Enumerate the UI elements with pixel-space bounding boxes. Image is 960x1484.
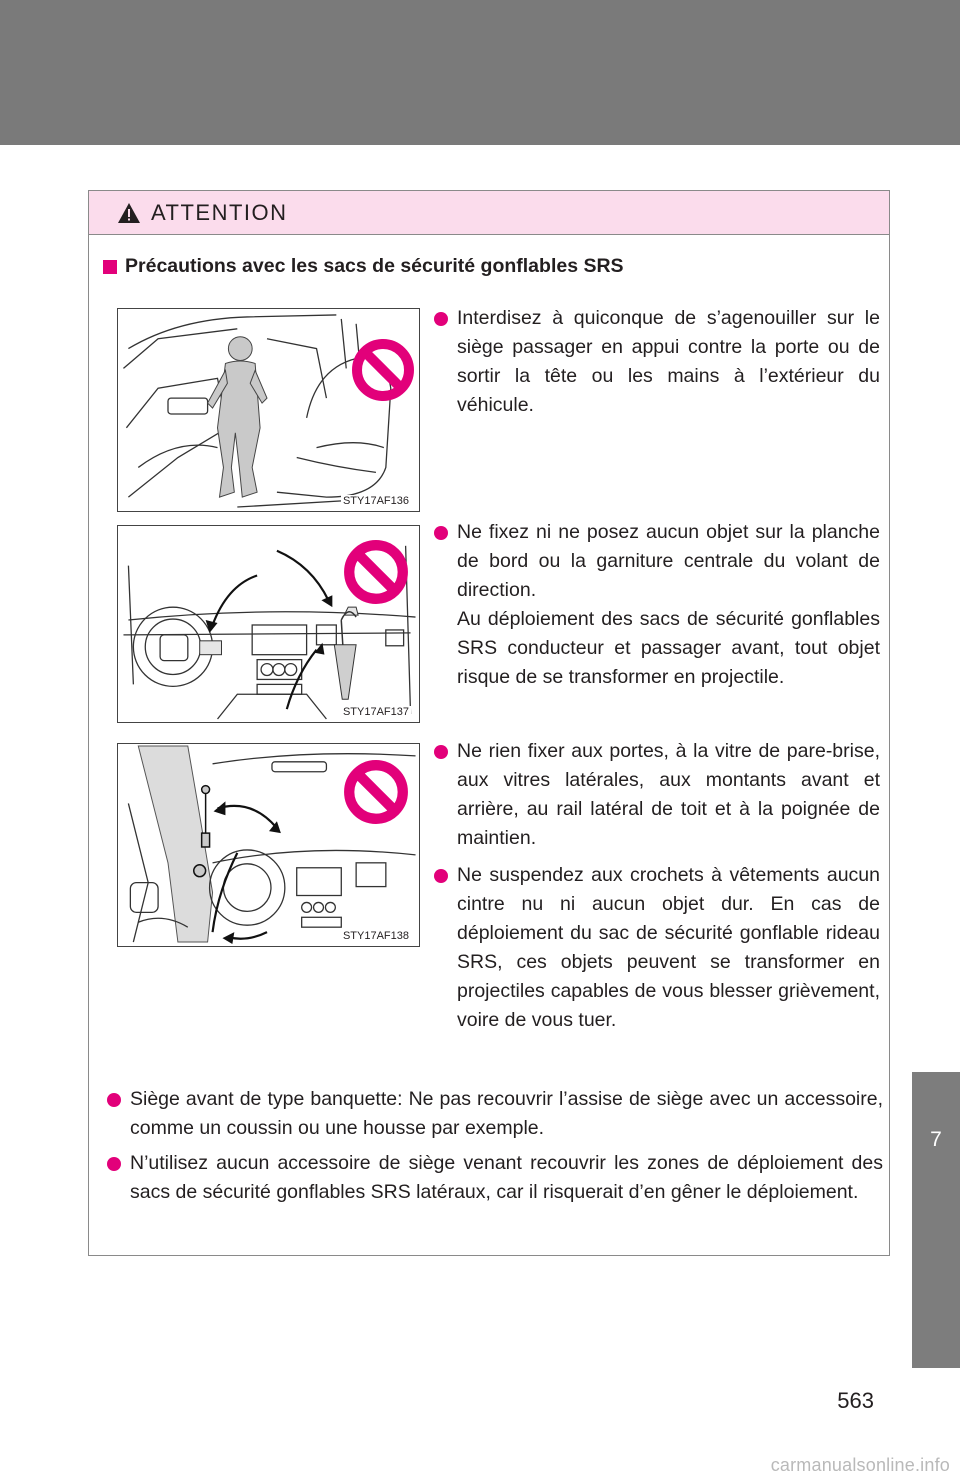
warning-triangle-icon [117,202,141,224]
attention-label: ATTENTION [151,199,288,225]
section-title-text: Précautions avec les sacs de sécurité gonflables SRS [125,255,624,277]
top-header-band [0,0,960,145]
chapter-side-tab [912,1072,960,1368]
figure-pillar-objects [117,743,420,947]
figure-code: STY17AF137 [342,706,409,718]
page-number: 563 [837,1388,874,1413]
prohibition-icon [350,337,416,403]
watermark: carmanualsonline.info [770,1455,950,1475]
bullet-text: Ne rien fixer aux portes, à la vitre de pare-brise, aux vitres latérales, aux montants avant et arrière, au rail latéral de toit et à la poignée de maintien. [457,740,880,849]
bullet-text-continued: Au déploiement des sacs de sécurité gonflables SRS conducteur et passager avant, tout objet risque de se transformer en projectile. [457,608,880,688]
attention-box [88,190,890,1256]
round-bullet-icon [434,869,448,883]
figure-code: STY17AF138 [342,930,409,942]
attention-header [89,191,889,235]
chapter-label-text: For owners [889,1373,910,1474]
square-bullet-icon [103,260,117,274]
bullet-text: Interdisez à quiconque de s’agenouiller sur le siège passager en appui contre la porte ou de sortir la tête ou les mains à l’extérieur du véhicule. [457,307,880,416]
figure-dashboard-objects [117,525,420,723]
bullet-item [434,518,880,692]
figure-kneeling-on-seat [117,308,420,512]
section-title [103,255,624,278]
bullet-item [434,737,880,853]
bullet-text: Siège avant de type banquette: Ne pas recouvrir l’assise de siège avec un accessoire, comme un coussin ou une housse par exemple. [130,1088,883,1139]
bullet-item [434,304,880,420]
chapter-number: 7 [930,1128,942,1151]
round-bullet-icon [434,526,448,540]
round-bullet-icon [434,745,448,759]
round-bullet-icon [107,1093,121,1107]
round-bullet-icon [434,312,448,326]
figure-code: STY17AF136 [342,495,409,507]
bullet-item [107,1149,883,1207]
bullet-item [107,1085,883,1143]
bullet-item [434,861,880,1035]
prohibition-icon [342,538,410,606]
prohibition-icon [342,758,410,826]
bullet-text: N’utilisez aucun accessoire de siège venant recouvrir les zones de déploiement des sacs de sécurité gonflables SRS latéraux, car il risquerait d’en gêner le déploiement. [130,1152,883,1203]
bullet-text: Ne suspendez aux crochets à vêtements aucun cintre nu ni aucun objet dur. En cas de déploiement du sac de sécurité gonflable rideau SRS, ces objets peuvent se transformer en projectiles capables de vous blesser grièvement, voire de vous tuer. [457,864,880,1031]
round-bullet-icon [107,1157,121,1171]
bullet-text: Ne fixez ni ne posez aucun objet sur la planche de bord ou la garniture centrale du volant de direction. [457,521,880,601]
